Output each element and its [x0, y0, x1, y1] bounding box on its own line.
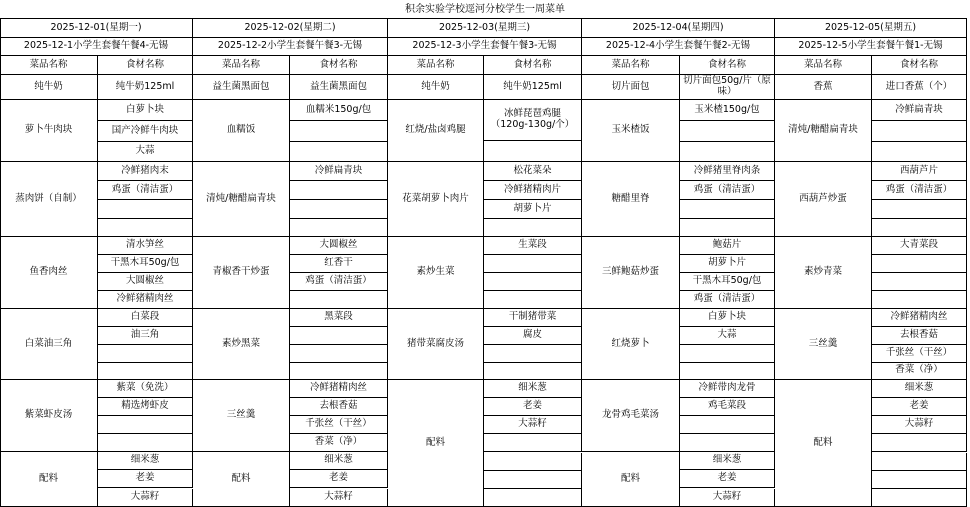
ingredient-empty	[680, 218, 775, 237]
ingredient-item: 冷鲜猪肉末	[98, 162, 193, 181]
ingredient-item: 香菜（净）	[290, 434, 388, 452]
dish-name: 三鲜鲍菇炒蛋	[582, 237, 680, 309]
ingredient-item: 纯牛奶125ml	[98, 75, 193, 100]
ingredient-item: 细米葱	[484, 380, 582, 398]
ingredient-item: 大蒜籽	[484, 416, 582, 434]
ingredient-empty	[290, 200, 388, 219]
ingredient-empty	[98, 218, 193, 237]
ingredient-item: 冷鲜猪精肉片	[484, 181, 582, 200]
dish-name: 猪带菜腐皮汤	[388, 309, 484, 380]
ingredient-item: 冷鲜扁青块	[290, 162, 388, 181]
meal-name: 2025-12-3小学生套餐午餐3-无锡	[388, 38, 582, 56]
ingredient-empty	[98, 416, 193, 434]
meal-name: 2025-12-5小学生套餐午餐1-无锡	[775, 38, 967, 56]
ingredient-header: 食材名称	[98, 56, 193, 75]
ingredient-item: 黑菜段	[290, 309, 388, 327]
ingredient-item: 腐皮	[484, 327, 582, 345]
dish-header: 菜品名称	[582, 56, 680, 75]
ingredient-empty	[484, 453, 582, 471]
ingredient-item: 国产冷鲜牛肉块	[98, 121, 193, 142]
day-date: 2025-12-03(星期三)	[388, 19, 582, 38]
ingredient-empty	[484, 291, 582, 309]
ingredient-empty	[290, 181, 388, 200]
ingredient-empty	[484, 345, 582, 363]
ingredient-item: 老姜	[680, 470, 775, 488]
ingredient-item: 白菜段	[98, 309, 193, 327]
dish-name: 素炒生菜	[388, 237, 484, 309]
ingredient-empty	[290, 218, 388, 237]
ingredient-item: 进口香蕉（个）	[872, 75, 967, 100]
ingredient-item: 细米葱	[290, 452, 388, 470]
ingredient-header: 食材名称	[872, 56, 967, 75]
ingredient-item: 大圆椒丝	[98, 273, 193, 291]
dish-name: 蒸肉饼（自制）	[0, 162, 98, 237]
ingredient-item: 大蒜籽	[872, 416, 967, 434]
ingredient-item: 细米葱	[872, 380, 967, 398]
ingredient-item: 西葫芦片	[872, 162, 967, 181]
ingredient-item: 红香干	[290, 255, 388, 273]
dish-name: 红烧/盐卤鸡腿	[388, 100, 484, 162]
ingredient-item: 老姜	[290, 470, 388, 488]
dish-header: 菜品名称	[0, 56, 98, 75]
dish-name: 益生菌黑面包	[193, 75, 290, 100]
dish-name: 白菜油三角	[0, 309, 98, 380]
ingredient-item: 胡萝卜片	[680, 255, 775, 273]
ingredient-item: 老姜	[98, 470, 193, 488]
ingredient-item: 冷鲜猪里脊肉条	[680, 162, 775, 181]
ingredient-empty	[872, 471, 967, 489]
ingredient-empty	[290, 141, 388, 162]
ingredient-empty	[872, 489, 967, 507]
ingredient-item: 去根香菇	[872, 327, 967, 345]
dish-header: 菜品名称	[775, 56, 872, 75]
ingredient-header: 食材名称	[484, 56, 582, 75]
dish-name: 切片面包	[582, 75, 680, 100]
ingredient-empty	[98, 200, 193, 219]
ingredient-item: 鸡蛋（清洁蛋）	[290, 273, 388, 291]
ingredient-item: 千张丝（干丝）	[290, 416, 388, 434]
ingredient-empty	[484, 218, 582, 237]
ingredient-empty	[680, 121, 775, 142]
ingredient-item: 松花菜朵	[484, 162, 582, 181]
dish-name: 红烧萝卜	[582, 309, 680, 380]
ingredient-empty	[484, 434, 582, 452]
dish-name: 清炖/糖醋扁青块	[193, 162, 290, 237]
dish-name: 香蕉	[775, 75, 872, 100]
ingredient-item: 胡萝卜片	[484, 200, 582, 219]
ingredient-empty	[680, 362, 775, 380]
dish-name: 三丝羹	[775, 309, 872, 380]
ingredient-empty	[872, 453, 967, 471]
dish-name: 血糯饭	[193, 100, 290, 162]
ingredient-empty	[872, 218, 967, 237]
ingredient-item: 冰鲜琵琶鸡腿（120g-130g/个）	[484, 100, 582, 141]
ingredient-item: 千张丝（干丝）	[872, 345, 967, 363]
ingredient-item: 去根香菇	[290, 398, 388, 416]
ingredient-empty	[872, 291, 967, 309]
dish-name: 龙骨鸡毛菜汤	[582, 380, 680, 452]
ingredient-item: 大蒜	[680, 327, 775, 345]
ingredient-item: 大蒜籽	[98, 489, 193, 507]
ingredient-item: 干制猪带菜	[484, 309, 582, 327]
dish-name: 配料	[388, 380, 484, 507]
ingredient-empty	[872, 434, 967, 452]
ingredient-item: 清水笋丝	[98, 237, 193, 255]
ingredient-item: 白萝卜块	[680, 309, 775, 327]
ingredient-item: 细米葱	[98, 452, 193, 470]
ingredient-item: 老姜	[872, 398, 967, 416]
ingredient-item: 细米葱	[680, 452, 775, 470]
dish-header: 菜品名称	[193, 56, 290, 75]
ingredient-empty	[290, 291, 388, 309]
meal-name: 2025-12-2小学生套餐午餐3-无锡	[193, 38, 388, 56]
ingredient-item: 香菜（净）	[872, 362, 967, 380]
ingredient-empty	[98, 362, 193, 380]
ingredient-item: 冷鲜猪精肉丝	[872, 309, 967, 327]
ingredient-item: 大蒜	[98, 141, 193, 162]
ingredient-item: 益生菌黑面包	[290, 75, 388, 100]
ingredient-empty	[872, 255, 967, 273]
ingredient-item: 紫菜（免洗）	[98, 380, 193, 398]
ingredient-empty	[484, 141, 582, 162]
dish-name: 素炒黑菜	[193, 309, 290, 380]
ingredient-empty	[872, 200, 967, 219]
ingredient-item: 冷鲜猪精肉丝	[290, 380, 388, 398]
ingredient-item: 鸡蛋（清洁蛋）	[680, 181, 775, 200]
ingredient-header: 食材名称	[290, 56, 388, 75]
ingredient-empty	[484, 471, 582, 489]
ingredient-empty	[680, 141, 775, 162]
ingredient-empty	[680, 345, 775, 363]
dish-name: 纯牛奶	[0, 75, 98, 100]
ingredient-empty	[680, 434, 775, 452]
meal-name: 2025-12-4小学生套餐午餐2-无锡	[582, 38, 775, 56]
ingredient-item: 玉米楂150g/包	[680, 100, 775, 121]
dish-name: 萝卜牛肉块	[0, 100, 98, 162]
ingredient-item: 干黑木耳50g/包	[680, 273, 775, 291]
ingredient-item: 冷鲜扁青块	[872, 100, 967, 121]
ingredient-empty	[484, 489, 582, 507]
ingredient-empty	[98, 345, 193, 363]
ingredient-item: 精选烤虾皮	[98, 398, 193, 416]
day-date: 2025-12-01(星期一)	[0, 19, 193, 38]
ingredient-item: 鲍菇片	[680, 237, 775, 255]
ingredient-item: 大圆椒丝	[290, 237, 388, 255]
dish-name: 青椒香干炒蛋	[193, 237, 290, 309]
ingredient-item: 干黑木耳50g/包	[98, 255, 193, 273]
ingredient-item: 白萝卜块	[98, 100, 193, 121]
ingredient-item: 生菜段	[484, 237, 582, 255]
ingredient-item: 大蒜籽	[290, 489, 388, 507]
ingredient-empty	[290, 362, 388, 380]
ingredient-item: 油三角	[98, 327, 193, 345]
ingredient-empty	[484, 273, 582, 291]
dish-name: 配料	[193, 452, 290, 507]
ingredient-item: 大蒜籽	[680, 489, 775, 507]
ingredient-item: 鸡蛋（清洁蛋）	[98, 181, 193, 200]
ingredient-item: 老姜	[484, 398, 582, 416]
ingredient-empty	[98, 434, 193, 452]
day-date: 2025-12-05(星期五)	[775, 19, 967, 38]
dish-name: 鱼香肉丝	[0, 237, 98, 309]
dish-name: 玉米楂饭	[582, 100, 680, 162]
ingredient-empty	[290, 345, 388, 363]
dish-name: 清炖/糖醋扁青块	[775, 100, 872, 162]
dish-name: 配料	[775, 380, 872, 507]
dish-header: 菜品名称	[388, 56, 484, 75]
ingredient-empty	[484, 362, 582, 380]
ingredient-item: 鸡蛋（清洁蛋）	[680, 291, 775, 309]
dish-name: 西葫芦炒蛋	[775, 162, 872, 237]
dish-name: 三丝羹	[193, 380, 290, 452]
dish-name: 纯牛奶	[388, 75, 484, 100]
dish-name: 糖醋里脊	[582, 162, 680, 237]
day-date: 2025-12-02(星期二)	[193, 19, 388, 38]
dish-name: 配料	[0, 452, 98, 507]
ingredient-empty	[872, 121, 967, 142]
ingredient-item: 切片面包50g/片（原味）	[680, 75, 775, 100]
day-date: 2025-12-04(星期四)	[582, 19, 775, 38]
ingredient-header: 食材名称	[680, 56, 775, 75]
ingredient-item: 鸡毛菜段	[680, 398, 775, 416]
dish-name: 配料	[582, 452, 680, 507]
ingredient-item: 鸡蛋（清洁蛋）	[872, 181, 967, 200]
ingredient-item: 冷鲜猪精肉丝	[98, 291, 193, 309]
ingredient-item: 纯牛奶125ml	[484, 75, 582, 100]
ingredient-empty	[680, 416, 775, 434]
ingredient-empty	[872, 273, 967, 291]
ingredient-item: 大青菜段	[872, 237, 967, 255]
ingredient-empty	[290, 327, 388, 345]
page-title: 积余实验学校逕河分校学生一周菜单	[405, 3, 565, 15]
dish-name: 素炒青菜	[775, 237, 872, 309]
ingredient-empty	[872, 141, 967, 162]
ingredient-empty	[680, 200, 775, 219]
ingredient-item: 血糯米150g/包	[290, 100, 388, 121]
dish-name: 紫菜虾皮汤	[0, 380, 98, 452]
ingredient-item: 冷鲜带肉龙骨	[680, 380, 775, 398]
ingredient-empty	[484, 255, 582, 273]
dish-name: 花菜胡萝卜肉片	[388, 162, 484, 237]
meal-name: 2025-12-1小学生套餐午餐4-无锡	[0, 38, 193, 56]
ingredient-empty	[290, 121, 388, 142]
